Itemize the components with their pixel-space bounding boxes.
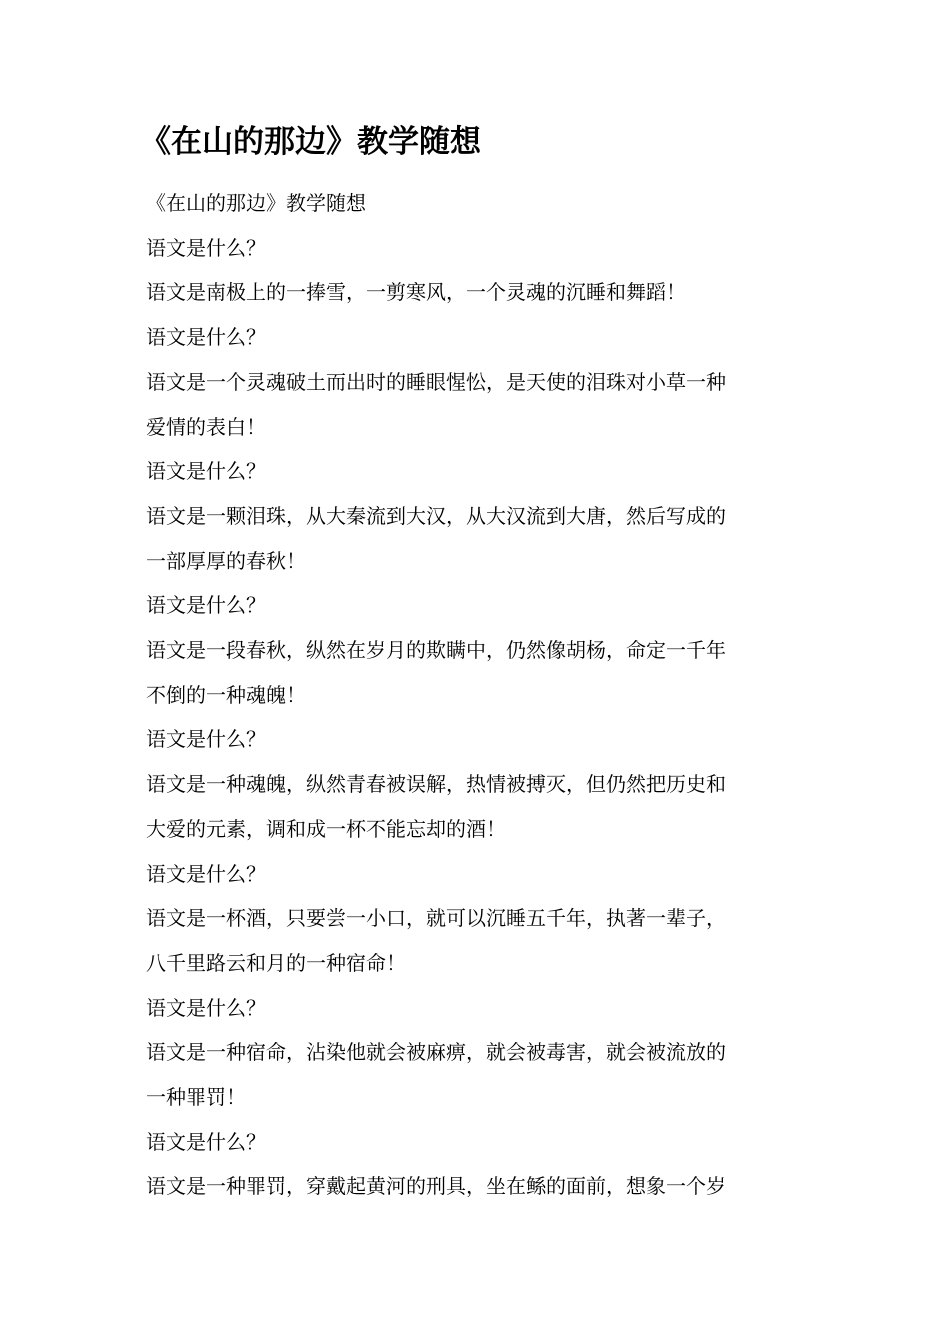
document-title: 《在山的那边》教学随想 (140, 124, 481, 160)
text-line: 语文是一颗泪珠，从大秦流到大汉，从大汉流到大唐，然后写成的 (146, 503, 726, 528)
text-line: 语文是一种魂魄，纵然青春被误解，热情被搏灭，但仍然把历史和 (146, 772, 726, 797)
text-line-question: 语文是什么？ (146, 593, 266, 618)
text-line-subtitle: 《在山的那边》教学随想 (146, 191, 366, 215)
text-line: 语文是一段春秋，纵然在岁月的欺瞒中，仍然像胡杨，命定一千年 (146, 638, 726, 663)
text-line: 语文是一种罪罚，穿戴起黄河的刑具，坐在鲧的面前，想象一个岁 (146, 1174, 726, 1199)
text-line-question: 语文是什么？ (146, 325, 266, 350)
text-line: 大爱的元素，调和成一杯不能忘却的酒！ (146, 816, 506, 841)
text-line: 语文是一种宿命，沾染他就会被麻痹，就会被毒害，就会被流放的 (146, 1040, 726, 1065)
text-line-question: 语文是什么？ (146, 1129, 266, 1154)
text-line-question: 语文是什么？ (146, 235, 266, 260)
text-line: 语文是一杯酒，只要尝一小口，就可以沉睡五千年，执著一辈子， (146, 906, 726, 931)
text-line: 不倒的一种魂魄！ (146, 682, 306, 707)
text-line: 一种罪罚！ (146, 1085, 246, 1110)
text-line: 语文是一个灵魂破土而出时的睡眼惺忪，是天使的泪珠对小草一种 (146, 369, 726, 394)
text-line-question: 语文是什么？ (146, 995, 266, 1020)
document-body (146, 181, 810, 1209)
text-line: 一部厚厚的春秋！ (146, 548, 306, 573)
text-line: 爱情的表白！ (146, 414, 266, 439)
text-line-question: 语文是什么？ (146, 459, 266, 484)
text-line-question: 语文是什么？ (146, 861, 266, 886)
text-line: 八千里路云和月的一种宿命！ (146, 950, 406, 975)
text-line-question: 语文是什么？ (146, 727, 266, 752)
text-line: 语文是南极上的一捧雪，一剪寒风，一个灵魂的沉睡和舞蹈！ (146, 280, 686, 305)
